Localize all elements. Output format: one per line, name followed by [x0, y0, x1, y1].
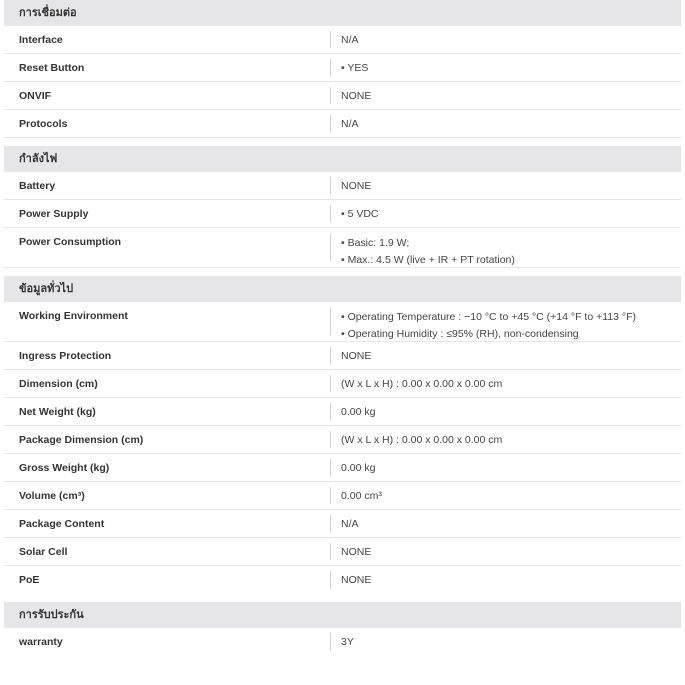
spec-value: • YES: [341, 62, 369, 74]
spec-value: (W x L x H) : 0.00 x 0.00 x 0.00 cm: [341, 378, 503, 390]
section-header-general: ข้อมูลทั่วไป: [4, 276, 681, 302]
spec-value: NONE: [341, 350, 372, 362]
spec-value-line: • Operating Humidity : ≤95% (RH), non-condensing: [341, 328, 579, 340]
spec-row-working-environment: [4, 302, 681, 342]
spec-label: Power Supply: [19, 208, 89, 220]
spec-row-ingress-protection: [4, 342, 681, 370]
spec-value: NONE: [341, 574, 372, 586]
spec-row-reset-button: [4, 54, 681, 82]
spec-value: N/A: [341, 118, 359, 130]
spec-row-net-weight: [4, 398, 681, 426]
spec-row-poe: [4, 566, 681, 594]
spec-row-interface: [4, 26, 681, 54]
spec-row-power-supply: [4, 200, 681, 228]
spec-value: (W x L x H) : 0.00 x 0.00 x 0.00 cm: [341, 434, 503, 446]
spec-label: ONVIF: [19, 90, 52, 102]
spec-value: [331, 228, 681, 267]
spec-value: 3Y: [341, 636, 354, 648]
spec-label: Net Weight (kg): [19, 406, 96, 418]
spec-label: PoE: [19, 574, 40, 586]
spec-value: [331, 302, 681, 341]
spec-label: Battery: [19, 180, 56, 192]
spec-row-gross-weight: [4, 454, 681, 482]
spec-value: 0.00 kg: [341, 406, 376, 418]
spec-row-warranty: [4, 628, 681, 656]
section-header-warranty: การรับประกัน: [4, 602, 681, 628]
spec-table: [4, 0, 681, 656]
spec-value: 0.00 kg: [341, 462, 376, 474]
spec-value: NONE: [341, 90, 372, 102]
spec-label: Dimension (cm): [19, 378, 98, 390]
spec-row-dimension: [4, 370, 681, 398]
section-header-power: กำลังไฟ: [4, 146, 681, 172]
spec-value-line: • Basic: 1.9 W;: [341, 237, 410, 249]
spec-label: Solar Cell: [19, 546, 68, 558]
section-header-connectivity: การเชื่อมต่อ: [4, 0, 681, 26]
spec-row-solar-cell: [4, 538, 681, 566]
spec-row-battery: [4, 172, 681, 200]
spec-label: Gross Weight (kg): [19, 462, 110, 474]
spec-label: Ingress Protection: [19, 350, 112, 362]
spec-value: N/A: [341, 518, 359, 530]
spec-row-volume: [4, 482, 681, 510]
spec-label: Working Environment: [19, 310, 128, 322]
spec-label: Reset Button: [19, 62, 85, 74]
spec-value: N/A: [341, 34, 359, 46]
spec-value-line: • Operating Temperature : −10 °C to +45 °C (+14 °F to +113 °F): [341, 311, 636, 323]
spec-row-protocols: [4, 110, 681, 138]
spec-label: Package Content: [19, 518, 105, 530]
spec-label: warranty: [19, 636, 63, 648]
spec-label: Interface: [19, 34, 63, 46]
spec-label: Package Dimension (cm): [19, 434, 144, 446]
spec-label: Protocols: [19, 118, 68, 130]
section-gap: [4, 138, 681, 146]
spec-value: NONE: [341, 180, 372, 192]
spec-row-package-content: [4, 510, 681, 538]
spec-value: • 5 VDC: [341, 208, 379, 220]
spec-value-line: • Max.: 4.5 W (live + IR + PT rotation): [341, 254, 515, 266]
section-gap: [4, 594, 681, 602]
spec-row-package-dimension: [4, 426, 681, 454]
spec-row-power-consumption: [4, 228, 681, 268]
section-gap: [4, 268, 681, 276]
spec-label: Power Consumption: [19, 236, 122, 248]
spec-value: NONE: [341, 546, 372, 558]
spec-row-onvif: [4, 82, 681, 110]
spec-value: 0.00 cm³: [341, 490, 382, 502]
spec-label: Volume (cm³): [19, 490, 85, 502]
